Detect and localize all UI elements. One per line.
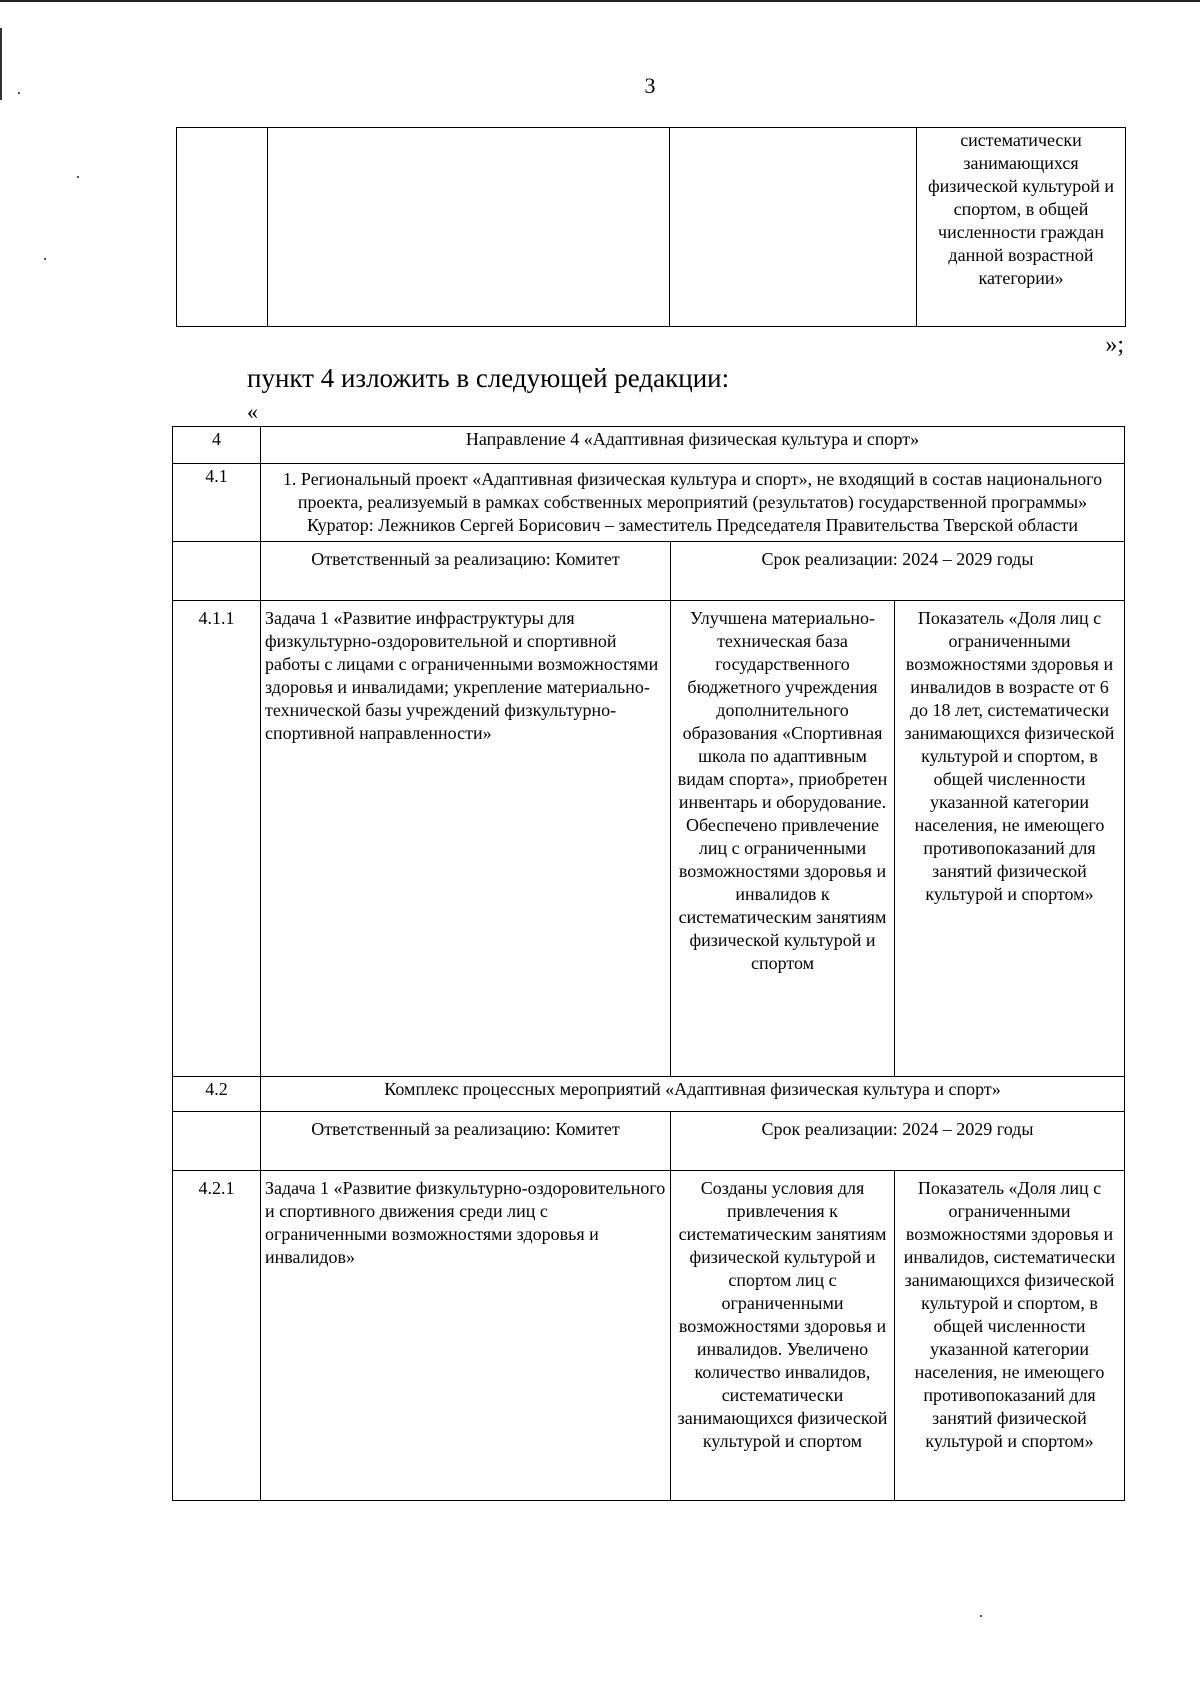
complex-title: Комплекс процессных мероприятий «Адаптивная физическая культура и спорт» — [261, 1077, 1125, 1112]
scan-top-edge — [0, 0, 1200, 2]
row-number: 4 — [173, 427, 261, 464]
scan-speck — [77, 176, 79, 178]
term-cell: Срок реализации: 2024 – 2029 годы — [671, 542, 1125, 601]
table-row — [173, 1077, 1125, 1112]
table-row — [173, 427, 1125, 464]
table-row — [173, 1171, 1125, 1501]
table-cell-empty — [177, 128, 268, 327]
scan-speck — [44, 258, 46, 260]
table-row — [173, 1112, 1125, 1171]
scan-speck — [18, 92, 20, 94]
project-cell — [261, 464, 1125, 542]
project-title: 1. Региональный проект «Адаптивная физическая культура и спорт», не входящий в состав национального проекта, реализуемый в рамках собственных мероприятий (результатов) государственной программы» — [282, 469, 1103, 512]
row-number: 4.2 — [173, 1077, 261, 1112]
program-table — [172, 426, 1125, 1501]
indicator-cell: Показатель «Доля лиц с ограниченными возможностями здоровья и инвалидов, систематически занимающихся физической культурой и спортом, в общей численности указанной категории населения, не имеющего противопоказаний для занятий физической культурой и спортом» — [895, 1171, 1125, 1501]
term-cell: Срок реализации: 2024 – 2029 годы — [671, 1112, 1125, 1171]
scan-speck — [980, 1615, 982, 1617]
table-cell-empty — [173, 542, 261, 601]
task-cell: Задача 1 «Развитие инфраструктуры для физкультурно-оздоровительной и спортивной работы с лицами с ограниченными возможностями здоровья и инвалидами; укрепление материально-технической базы учреждений физкультурно-спортивной направленности» — [261, 601, 671, 1077]
amendment-instruction: пункт 4 изложить в следующей редакции: — [247, 363, 730, 393]
result-cell: Улучшена материально-техническая база государственного бюджетного учреждения дополнительного образования «Спортивная школа по адаптивным видам спорта», приобретен инвентарь и оборудование. Обеспечено привлечение лиц с ограниченными возможностями здоровья и инвалидов к систематическим занятиям физической культурой и спортом — [671, 601, 895, 1077]
continued-table — [176, 127, 1126, 327]
table-row — [173, 601, 1125, 1077]
row-number: 4.1 — [173, 464, 261, 542]
indicator-cell: Показатель «Доля лиц с ограниченными возможностями здоровья и инвалидов в возрасте от 6 до 18 лет, систематически занимающихся физической культурой и спортом, в общей численности указанной категории населения, не имеющего противопоказаний для занятий физической культурой и спортом» — [895, 601, 1125, 1077]
task-cell: Задача 1 «Развитие физкультурно-оздоровительного и спортивного движения среди лиц с ограниченными возможностями здоровья и инвалидов» — [261, 1171, 671, 1501]
table-cell-empty — [173, 1112, 261, 1171]
responsible-cell: Ответственный за реализацию: Комитет — [261, 542, 671, 601]
result-cell: Созданы условия для привлечения к систематическим занятиям физической культурой и спортом лиц с ограниченными возможностями здоровья и инвалидов. Увеличено количество инвалидов, систематически занимающихся физической культурой и спортом — [671, 1171, 895, 1501]
table-cell-empty — [670, 128, 917, 327]
opening-quote-mark: « — [247, 399, 258, 424]
project-curator: Куратор: Лежников Сергей Борисович – заместитель Председателя Правительства Тверской области — [306, 515, 1079, 535]
indicator-cell: систематически занимающихся физической культурой и спортом, в общей численности граждан данной возрастной категории» — [917, 128, 1126, 327]
page-number: 3 — [644, 73, 656, 98]
table-row — [173, 542, 1125, 601]
closing-quote-mark: »; — [1105, 332, 1124, 358]
table-row — [173, 464, 1125, 542]
row-number: 4.2.1 — [173, 1171, 261, 1501]
row-number: 4.1.1 — [173, 601, 261, 1077]
table-cell-empty — [268, 128, 670, 327]
direction-title: Направление 4 «Адаптивная физическая культура и спорт» — [261, 427, 1125, 464]
table-row — [177, 128, 1126, 327]
responsible-cell: Ответственный за реализацию: Комитет — [261, 1112, 671, 1171]
